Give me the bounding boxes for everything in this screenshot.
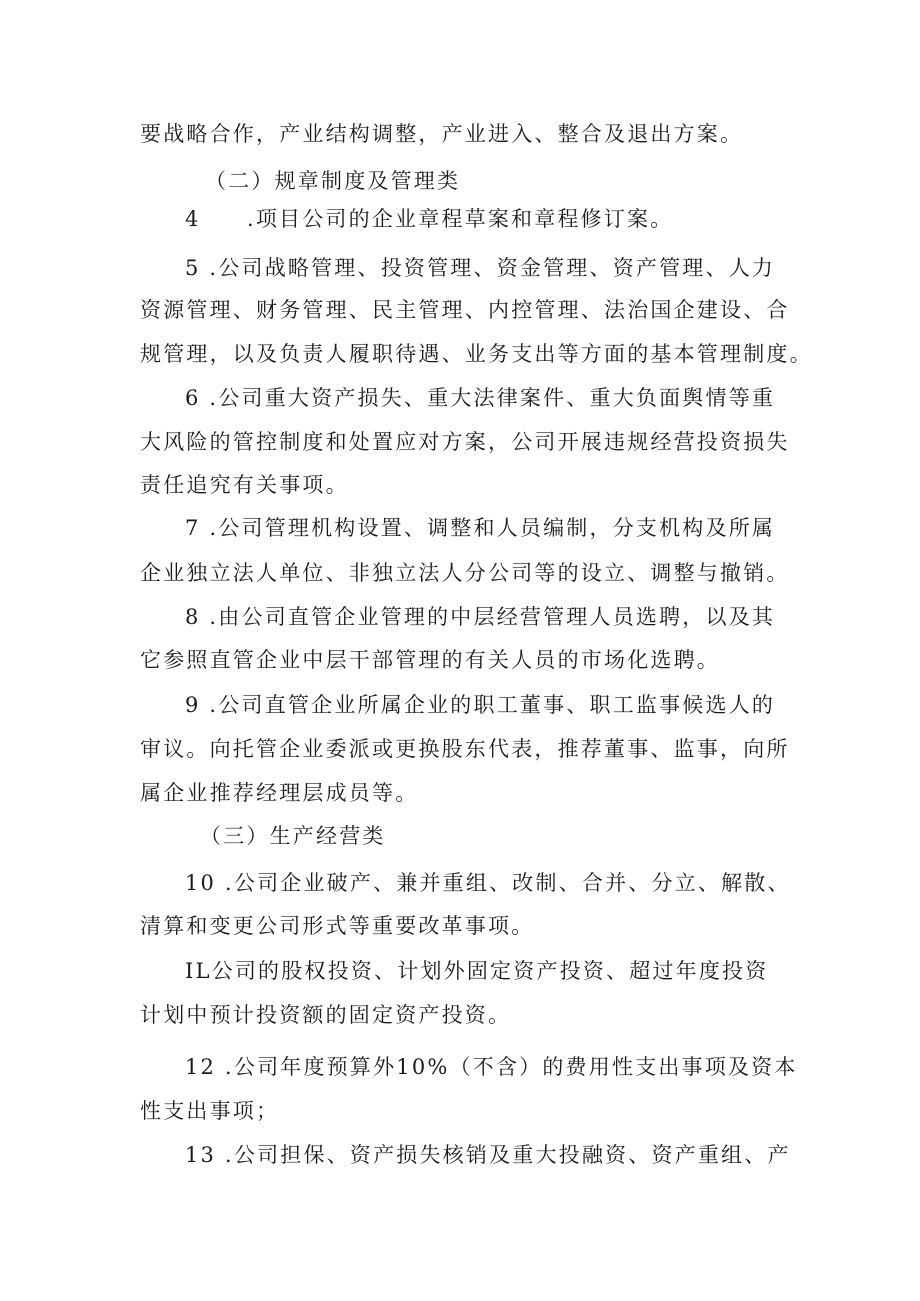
text-line: 规管理，以及负责人履职待遇、业务支出等方面的基本管理制度。 xyxy=(140,342,813,366)
text-line: 清算和变更公司形式等重要改革事项。 xyxy=(140,914,535,938)
section-heading: （三）生产经营类 xyxy=(200,824,386,848)
text-line: 责任追究有关事项。 xyxy=(140,473,349,497)
text-line: 大风险的管控制度和处置应对方案，公司开展违规经营投资损失 xyxy=(140,430,790,454)
list-item: 6 .公司重大资产损失、重大法律案件、重大负面舆情等重 xyxy=(185,386,776,410)
text-line: 要战略合作，产业结构调整，产业进入、整合及退出方案。 xyxy=(140,122,744,146)
text-line: 审议。向托管企业委派或更换股东代表，推荐董事、监事，向所 xyxy=(140,737,790,761)
text-line: 性支出事项； xyxy=(140,1099,280,1123)
section-heading: （二）规章制度及管理类 xyxy=(205,169,461,193)
list-item: 13 .公司担保、资产损失核销及重大投融资、资产重组、产 xyxy=(185,1143,791,1167)
list-item: 8 .由公司直管企业管理的中层经营管理人员选聘，以及其 xyxy=(185,605,776,629)
text-line: 它参照直管企业中层干部管理的有关人员的市场化选聘。 xyxy=(140,648,720,672)
list-item: 12 .公司年度预算外10%（不含）的费用性支出事项及资本 xyxy=(185,1055,798,1079)
list-item: 5 .公司战略管理、投资管理、资金管理、资产管理、人力 xyxy=(185,256,776,280)
list-item: IL公司的股权投资、计划外固定资产投资、超过年度投资 xyxy=(185,959,769,983)
list-item: 10 .公司企业破产、兼并重组、改制、合并、分立、解散、 xyxy=(185,871,791,895)
list-item: 9 .公司直管企业所属企业的职工董事、职工监事候选人的 xyxy=(185,693,776,717)
text-line: 属企业推荐经理层成员等。 xyxy=(140,781,419,805)
text-line: 计划中预计投资额的固定资产投资。 xyxy=(140,1003,512,1027)
list-item: 7 .公司管理机构设置、调整和人员编制，分支机构及所属 xyxy=(185,516,776,540)
text-line: 企业独立法人单位、非独立法人分公司等的设立、调整与撤销。 xyxy=(140,561,790,585)
list-item: 4 .项目公司的企业章程草案和章程修订案。 xyxy=(185,207,674,231)
text-line: 资源管理、财务管理、民主管理、内控管理、法治国企建设、合 xyxy=(140,298,790,322)
